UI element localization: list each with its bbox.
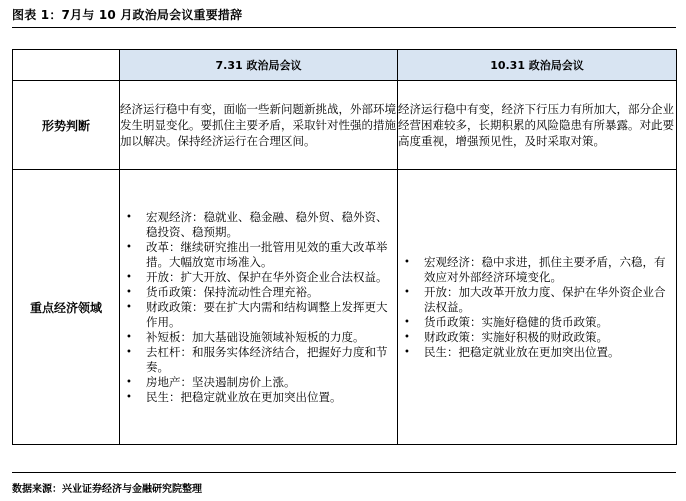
- list-item: • 去杠杆：和服务实体经济结合，把握好力度和节奏。: [126, 344, 388, 374]
- bullet-icon: •: [404, 346, 410, 358]
- list-item: • 民生：把稳定就业放在更加突出位置。: [126, 389, 342, 404]
- bullet-icon: •: [404, 316, 410, 328]
- bullet-icon: •: [404, 256, 410, 268]
- comparison-table: [12, 49, 677, 445]
- figure-title: 图表 1：7月与 10 月政治局会议重要措辞: [12, 8, 243, 22]
- situation-july-cell: [120, 81, 398, 170]
- bullet-icon: •: [404, 286, 410, 298]
- bullet-icon: •: [126, 241, 132, 253]
- list-item: • 货币政策：实施好稳健的货币政策。: [404, 314, 608, 329]
- july-bullet-list: [120, 210, 397, 405]
- table-row: [13, 81, 677, 170]
- key-areas-july-cell: [120, 170, 398, 445]
- list-item: • 宏观经济：稳中求进，抓住主要矛盾，六稳，有效应对外部经济环境变化。: [404, 254, 666, 284]
- bullet-icon: •: [126, 346, 132, 358]
- source-note: 数据来源：兴业证券经济与金融研究院整理: [12, 484, 202, 495]
- bullet-icon: •: [404, 331, 410, 343]
- bullet-icon: •: [126, 331, 132, 343]
- bullet-icon: •: [126, 286, 132, 298]
- list-item: • 民生：把稳定就业放在更加突出位置。: [404, 344, 620, 359]
- list-item: • 宏观经济：稳就业、稳金融、稳外贸、稳外资、稳投资、稳预期。: [126, 209, 388, 239]
- list-item: • 财政政策：要在扩大内需和结构调整上发挥更大作用。: [126, 299, 388, 329]
- key-areas-october-cell: [398, 170, 677, 445]
- bullet-icon: •: [126, 391, 132, 403]
- table-row: [13, 170, 677, 445]
- top-rule: [12, 27, 676, 28]
- bullet-icon: •: [126, 211, 132, 223]
- column-header-october: 10.31 政治局会议: [398, 50, 677, 81]
- list-item: • 房地产：坚决遏制房价上涨。: [126, 374, 296, 389]
- list-item: • 货币政策：保持流动性合理充裕。: [126, 284, 319, 299]
- column-header-july: 7.31 政治局会议: [120, 50, 398, 81]
- situation-october-cell: [398, 81, 677, 170]
- list-item: • 开放：加大改革开放力度、保护在华外资企业合法权益。: [404, 284, 666, 314]
- list-item: • 改革：继续研究推出一批管用见效的重大改革举措。大幅放宽市场准入。: [126, 239, 388, 269]
- header-row: [13, 50, 677, 81]
- row-label-situation: 形势判断: [13, 81, 120, 170]
- list-item: • 开放：扩大开放、保护在华外资企业合法权益。: [126, 269, 388, 284]
- row-label-key-areas: 重点经济领域: [13, 170, 120, 445]
- bullet-icon: •: [126, 376, 132, 388]
- october-bullet-list: [398, 255, 676, 360]
- list-item: • 补短板：加大基础设施领域补短板的力度。: [126, 329, 365, 344]
- situation-october-text: 经济运行稳中有变，经济下行压力有所加大，部分企业经营困难较多，长期积累的风险隐患有所暴露。对此要高度重视，增强预见性，及时采取对策。: [398, 102, 674, 148]
- bullet-icon: •: [126, 271, 132, 283]
- bullet-icon: •: [126, 301, 132, 313]
- bottom-rule: [12, 472, 676, 473]
- list-item: • 财政政策：实施好积极的财政政策。: [404, 329, 608, 344]
- situation-july-text: 经济运行稳中有变，面临一些新问题新挑战，外部环境发生明显变化。要抓住主要矛盾，采取针对性强的措施加以解决。保持经济运行在合理区间。: [120, 102, 396, 148]
- header-corner: [13, 50, 120, 81]
